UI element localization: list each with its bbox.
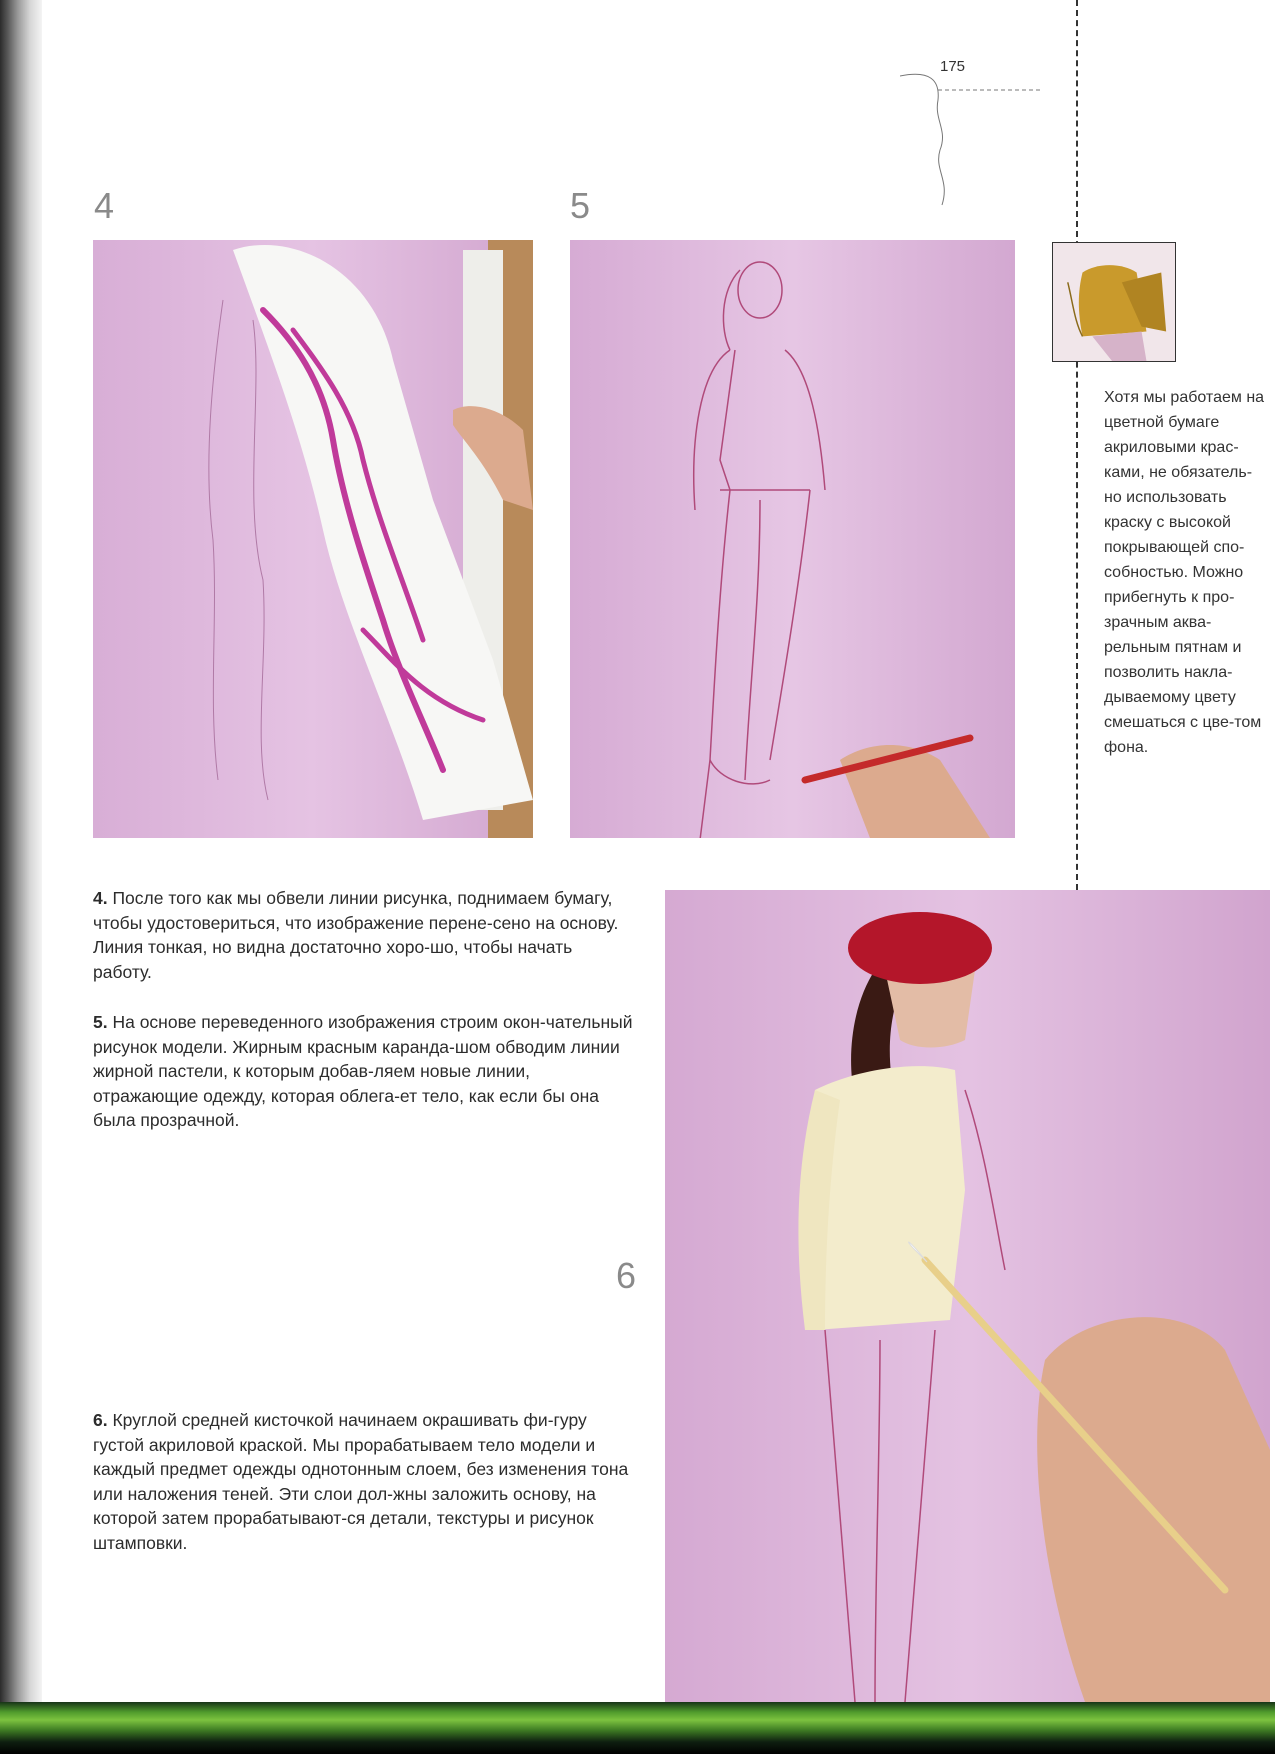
caption-step-5-lead: 5. bbox=[93, 1012, 108, 1032]
column-divider bbox=[1076, 0, 1078, 890]
sidebar-note: Хотя мы работаем на цветной бумаге акриловыми крас-ками, не обязатель-но использовать краску с высокой покрывающей спо-собностью. Можно прибегнуть к про-зрачным аква-рельным пятнам и позволить накла-дываемому цвету смешаться с цве-том фона. bbox=[1104, 389, 1265, 756]
book-spine-shadow bbox=[0, 0, 42, 1754]
page-number-ornament bbox=[900, 60, 1040, 210]
sidebar-thumbnail-jacket bbox=[1052, 242, 1176, 362]
step-number-5: 5 bbox=[570, 185, 591, 226]
caption-step-6-lead: 6. bbox=[93, 1410, 108, 1430]
photo-step-5-outline bbox=[570, 240, 1015, 838]
step-number-6: 6 bbox=[616, 1255, 637, 1296]
caption-step-5 bbox=[93, 1010, 633, 1133]
caption-step-6 bbox=[93, 1408, 633, 1555]
caption-step-4-text: После того как мы обвели линии рисунка, поднимаем бумагу, чтобы удостовериться, что изображение перене-сено на основу. Линия тонкая, но видна достаточно хоро-шо, чтобы начать работу. bbox=[93, 888, 619, 982]
photo-step-4-transfer bbox=[93, 240, 533, 838]
step-number-4: 4 bbox=[94, 185, 115, 226]
page-number: 175 bbox=[940, 58, 966, 75]
caption-step-5-text: На основе переведенного изображения строим окон-чательный рисунок модели. Жирным красным каранда-шом обводим линии жирной пастели, к которым добав-ляем новые линии, отражающие одежду, которая облега-ет тело, как если бы она была прозрачной. bbox=[93, 1012, 633, 1130]
caption-step-6-text: Круглой средней кисточкой начинаем окрашивать фи-гуру густой акриловой краской. Мы прорабатываем тело модели и каждый предмет одежды однотонным слоем, без изменения тона или наложения теней. Эти слои дол-жны заложить основу, на которой затем прорабатывают-ся детали, текстуры и рисунок штамповки. bbox=[93, 1410, 629, 1553]
caption-step-4-lead: 4. bbox=[93, 888, 108, 908]
photo-step-6-painting bbox=[665, 890, 1270, 1702]
caption-step-4 bbox=[93, 886, 633, 984]
book-bottom-edge bbox=[0, 1702, 1275, 1754]
